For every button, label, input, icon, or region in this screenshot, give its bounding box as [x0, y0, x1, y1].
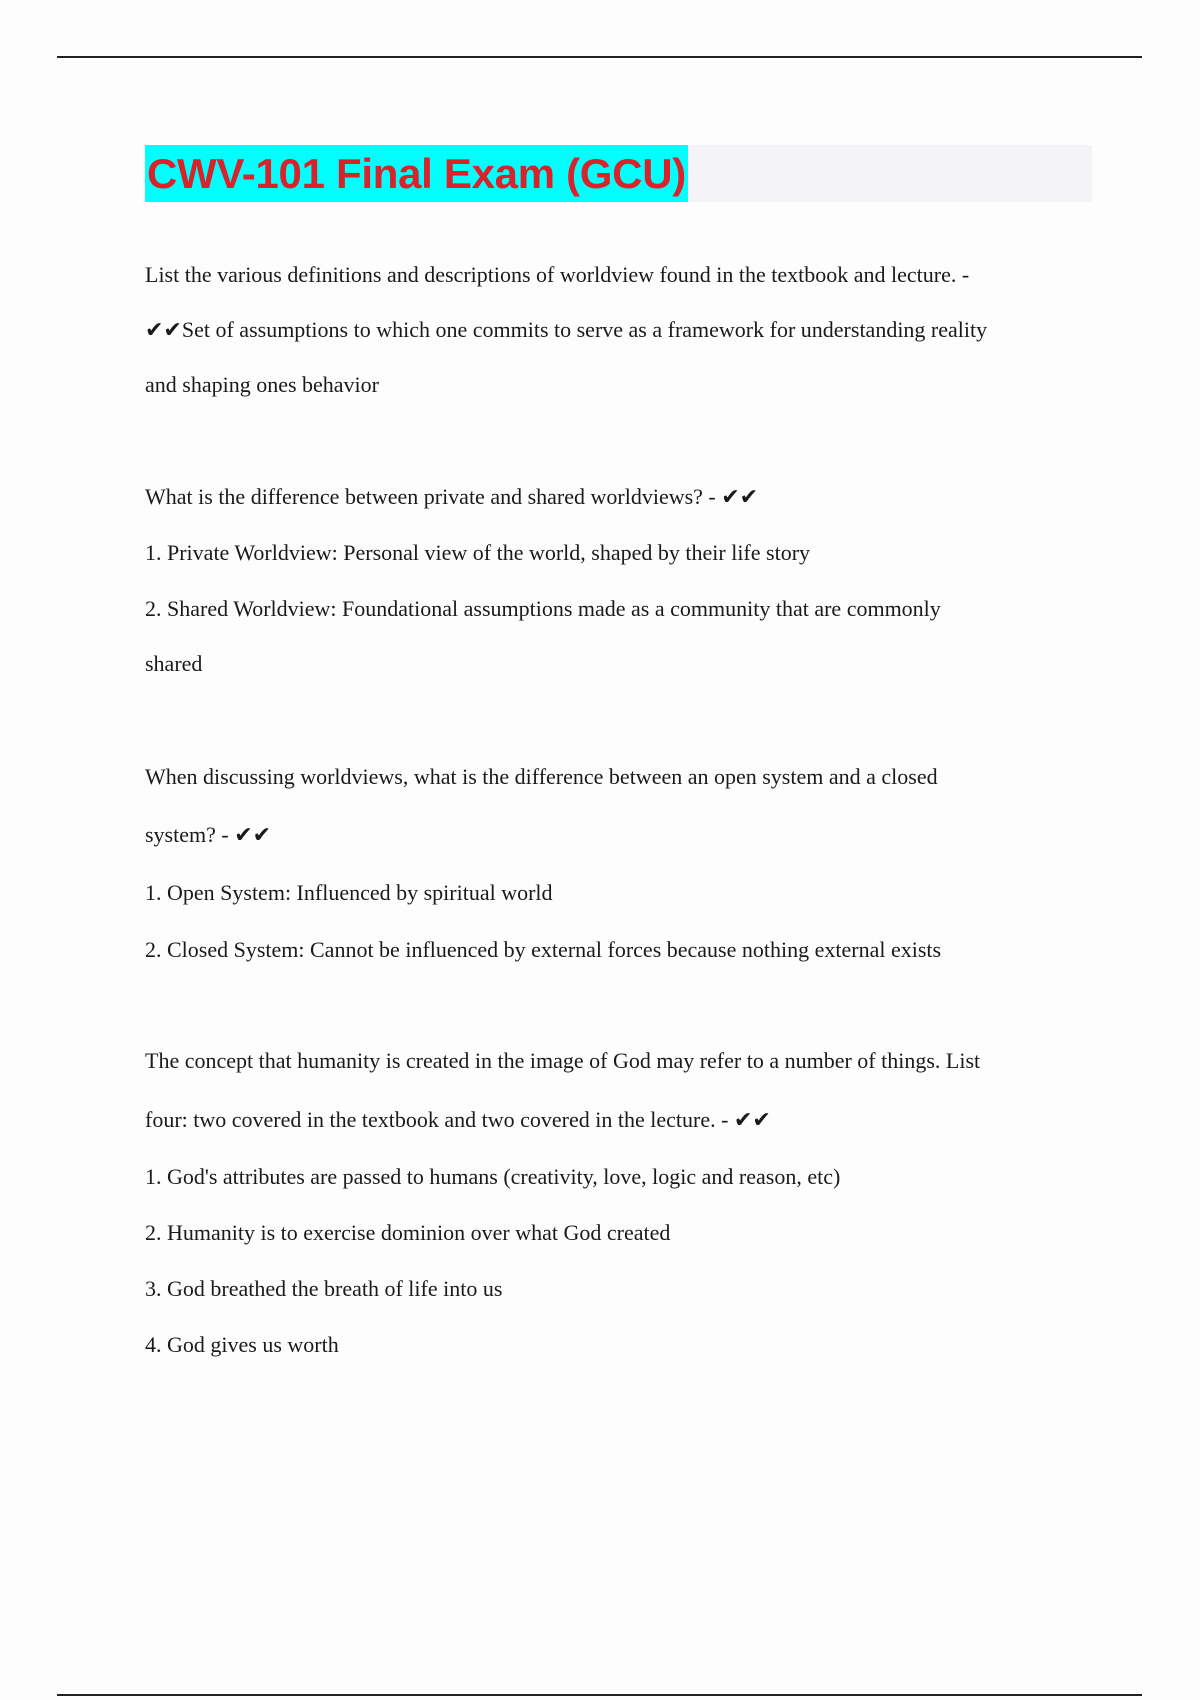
qa-item-3: [145, 748, 1075, 978]
answer-item: 4. God gives us worth: [145, 1332, 339, 1357]
document-title: CWV-101 Final Exam (GCU): [145, 145, 688, 202]
question-text: When discussing worldviews, what is the difference between an open system and a closed: [145, 764, 938, 789]
answer-item: 1. Open System: Influenced by spiritual world: [145, 880, 553, 905]
answer-item: 3. God breathed the breath of life into us: [145, 1276, 503, 1301]
document-body: [145, 248, 1075, 1420]
header-rule: [57, 56, 1142, 58]
answer-item: 1. Private Worldview: Personal view of the world, shaped by their life story: [145, 540, 811, 565]
answer-item: 2. Humanity is to exercise dominion over what God created: [145, 1220, 671, 1245]
question-text: List the various definitions and descriptions of worldview found in the textbook and lecture. -: [145, 262, 970, 287]
answer-item: 2. Closed System: Cannot be influenced by external forces because nothing external exists: [145, 937, 942, 962]
question-text: The concept that humanity is created in the image of God may refer to a number of things. List: [145, 1048, 981, 1073]
answer-text: and shaping ones behavior: [145, 372, 379, 397]
qa-item-2: [145, 469, 1075, 691]
answer-item: 1. God's attributes are passed to humans (creativity, love, logic and reason, etc): [145, 1164, 841, 1189]
question-text: four: two covered in the textbook and two covered in the lecture. - ✔✔: [145, 1107, 771, 1132]
answer-item: 2. Shared Worldview: Foundational assumptions made as a community that are commonly: [145, 596, 941, 621]
footer-rule: [57, 1694, 1142, 1696]
answer-text: ✔✔Set of assumptions to which one commits to serve as a framework for understanding reality: [145, 317, 988, 342]
question-text: What is the difference between private and shared worldviews? - ✔✔: [145, 484, 759, 509]
qa-item-4: [145, 1031, 1075, 1373]
answer-item: shared: [145, 651, 203, 676]
qa-item-1: [145, 248, 1075, 412]
question-text: system? - ✔✔: [145, 822, 272, 847]
